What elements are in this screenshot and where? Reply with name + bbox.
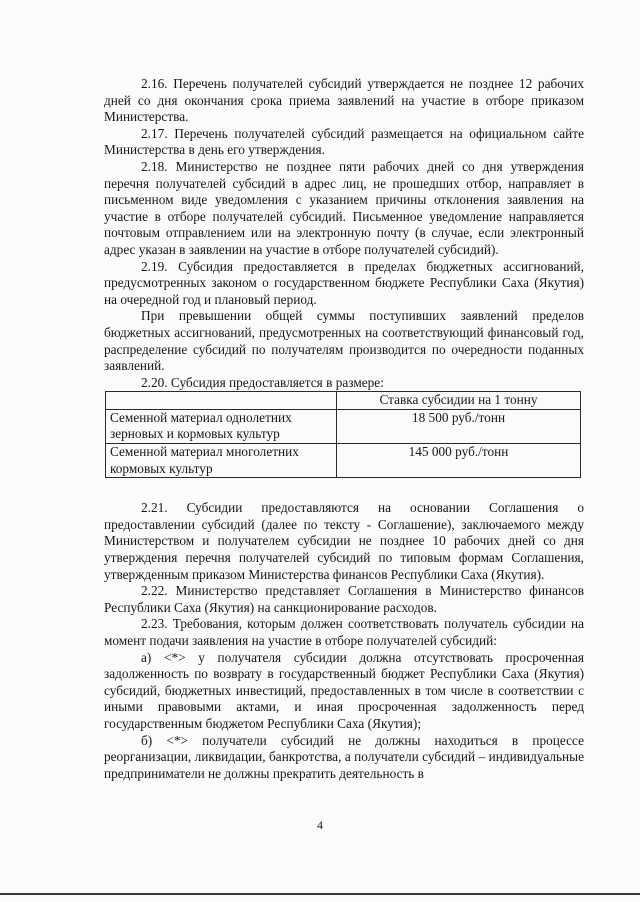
table-cell-item: Семенной материал однолетних зерновых и кормовых культур — [106, 409, 337, 443]
paragraph-2-20: 2.20. Субсидия предоставляется в размере: — [141, 374, 384, 390]
table-cell-rate: 18 500 руб./тонн — [337, 409, 581, 443]
spacer — [104, 478, 584, 500]
table-header-empty-cell — [106, 392, 337, 410]
table-header-row — [106, 392, 581, 410]
paragraph-2-23-a: а) <*> у получателя субсидии должна отсутствовать просроченная задолженность по возврату в государственный бюджет Республики Саха (Якутия) субсидий, бюджетных инвестиций, предоставленных в том числе в соответствии с иными правовыми актами, и иная просроченная задолженность перед государственным бюджетом Республики Саха (Якутия); — [104, 649, 584, 731]
paragraph-2-23: 2.23. Требования, которым должен соответствовать получатель субсидии на момент подачи заявления на участие в отборе получателей субсидий: — [104, 616, 584, 648]
paragraph-2-22: 2.22. Министерство представляет Соглашения в Министерство финансов Республики Саха (Якутия) на санкционирование расходов. — [104, 583, 584, 615]
paragraph-2-23-b: б) <*> получатели субсидий не должны находиться в процессе реорганизации, ликвидации, банкротства, а получатели субсидий – индивидуальные предприниматели не должны прекратить деятельность в — [104, 732, 584, 781]
table-row — [106, 444, 581, 478]
paragraph-2-18: 2.18. Министерство не позднее пяти рабочих дней со дня утверждения перечня получателей субсидий в адрес лиц, не прошедших отбор, направляет в письменном виде уведомления с указанием причины отклонения заявления на участие в отборе получателей субсидий. Письменное уведомление направляется почтовым отправлением или на электронную почту (в случае, если электронный адрес указан в заявлении на участие в отборе получателей субсидий). — [104, 158, 584, 257]
table-cell-item: Семенной материал многолетних кормовых культур — [106, 444, 337, 478]
document-body — [104, 76, 584, 782]
page-number: 4 — [317, 818, 323, 832]
paragraph-2-19-excess: При превышении общей суммы поступивших заявлений пределов бюджетных ассигнований, предусмотренных на соответствующий финансовый год, распределение субсидий по получателям производится по очередности поданных заявлений. — [104, 308, 584, 374]
subsidy-rate-table — [105, 391, 581, 478]
table-cell-rate: 145 000 руб./тонн — [337, 444, 581, 478]
paragraph-2-16: 2.16. Перечень получателей субсидий утверждается не позднее 12 рабочих дней со дня окончания срока приема заявлений на участие в отборе приказом Министерства. — [104, 76, 584, 125]
paragraph-2-17: 2.17. Перечень получателей субсидий размещается на официальном сайте Министерства в день его утверждения. — [104, 125, 584, 158]
scan-edge-line — [0, 893, 640, 895]
paragraph-2-19: 2.19. Субсидия предоставляется в пределах бюджетных ассигнований, предусмотренных законом о государственном бюджете Республики Саха (Якутия) на очередной год и плановый период. — [104, 258, 584, 307]
table-row — [106, 409, 581, 443]
table-header-rate: Ставка субсидии на 1 тонну — [337, 392, 581, 410]
paragraph-2-21: 2.21. Субсидии предоставляются на основании Соглашения о предоставлении субсидий (далее по тексту - Соглашение), заключаемого между Министерством и получателем субсидии не позднее 10 рабочих дней со дня утверждения перечня получателей субсидий по типовым формам Соглашения, утвержденным приказом Министерства финансов Республики Саха (Якутия). — [104, 500, 584, 582]
